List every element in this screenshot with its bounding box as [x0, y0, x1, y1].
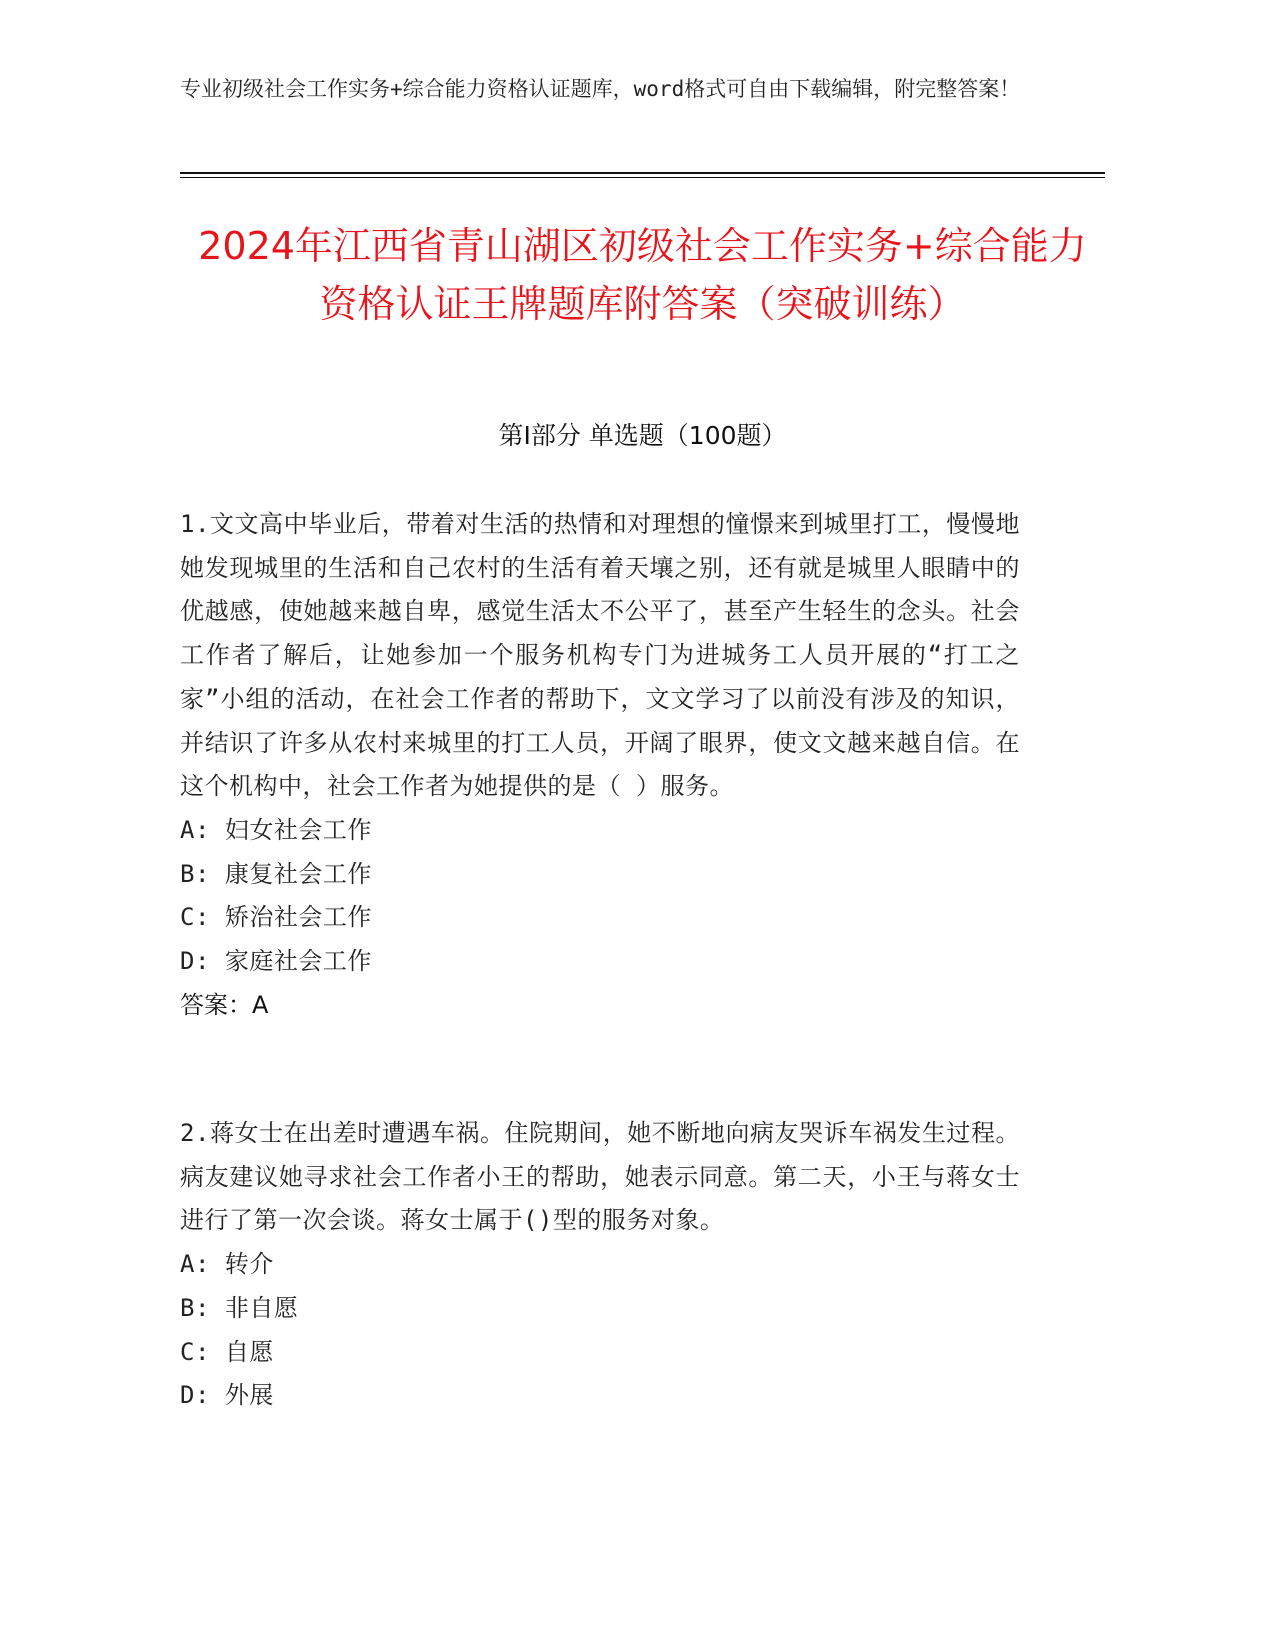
- header-divider-thick: [180, 172, 1105, 174]
- section-heading: 第I部分 单选题（100题）: [498, 421, 787, 450]
- option-c: C: 自愿: [180, 1337, 274, 1366]
- question-2: [180, 1112, 1020, 1418]
- option-a: A: 妇女社会工作: [180, 815, 372, 844]
- header-divider-thin: [180, 177, 1105, 178]
- option-a: A: 转介: [180, 1250, 274, 1279]
- question-1: [180, 503, 1020, 1027]
- header-note: 专业初级社会工作实务+综合能力资格认证题库，word格式可自由下载编辑，附完整答案！: [180, 77, 1021, 101]
- document-title: 2024年江西省青山湖区初级社会工作实务+综合能力资格认证王牌题库附答案（突破训练）: [198, 224, 1087, 327]
- option-c: C: 矫治社会工作: [180, 903, 372, 932]
- option-d: D: 家庭社会工作: [180, 947, 372, 976]
- question-stem: 2.蒋女士在出差时遭遇车祸。住院期间，她不断地向病友哭诉车祸发生过程。病友建议她寻求社会工作者小王的帮助，她表示同意。第二天，小王与蒋女士进行了第一次会谈。蒋女士属于()型的服务对象。: [180, 1119, 1020, 1235]
- option-b: B: 非自愿: [180, 1293, 299, 1322]
- answer-line: 答案：A: [180, 990, 269, 1019]
- option-b: B: 康复社会工作: [180, 859, 372, 888]
- question-stem: 1.文文高中毕业后，带着对生活的热情和对理想的憧憬来到城里打工，慢慢地她发现城里的生活和自己农村的生活有着天壤之别，还有就是城里人眼睛中的优越感，使她越来越自卑，感觉生活太不公平了，甚至产生轻生的念头。社会工作者了解后，让她参加一个服务机构专门为进城务工人员开展的“打工之家”小组的活动，在社会工作者的帮助下，文文学习了以前没有涉及的知识，并结识了许多从农村来城里的打工人员，开阔了眼界，使文文越来越自信。在这个机构中，社会工作者为她提供的是（ ）服务。: [180, 510, 1020, 801]
- option-d: D: 外展: [180, 1381, 274, 1410]
